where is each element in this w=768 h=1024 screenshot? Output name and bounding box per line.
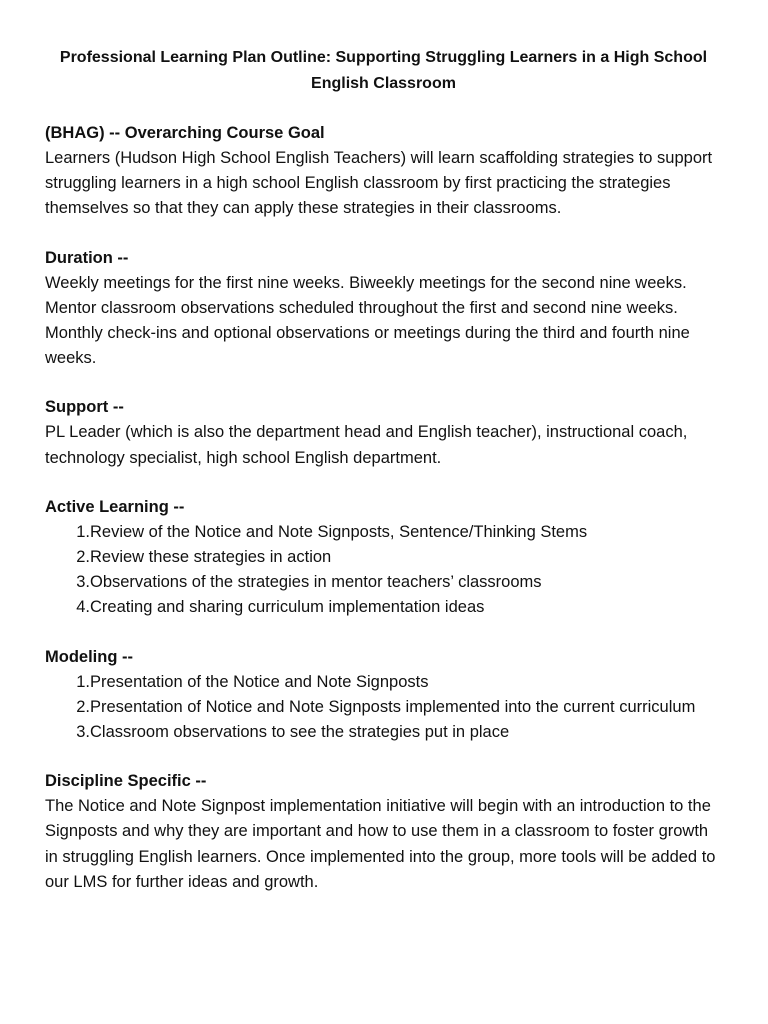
active-learning-list [45,520,724,621]
section-heading-duration: Duration -- [45,248,129,267]
section-heading-support: Support -- [45,398,124,417]
section-bhag [45,121,724,222]
list-item [45,670,724,695]
list-item-number: 1. [76,522,90,541]
section-heading-discipline-specific: Discipline Specific -- [45,772,207,791]
list-item-number: 4. [76,598,90,617]
list-item-text: Creating and sharing curriculum implementation ideas [90,598,485,617]
list-item-text: Review these strategies in action [90,548,332,567]
section-body-bhag: Learners (Hudson High School English Teachers) will learn scaffolding strategies to support struggling learners in a high school English classroom by first practicing the strategies themselves so that they can apply these strategies in their classrooms. [45,149,713,218]
list-item [45,695,724,720]
list-item-number: 2. [76,697,90,716]
section-body-discipline-specific: The Notice and Note Signpost implementation initiative will begin with an introduction to the Signposts and why they are important and how to use them in a classroom to foster growth in struggling English learners. Once implemented into the group, more tools will be added to our LMS for further ideas and growth. [45,797,716,891]
section-active-learning [45,495,724,621]
list-item-number: 3. [76,573,90,592]
list-item [45,570,724,595]
list-item-text: Observations of the strategies in mentor teachers’ classrooms [90,573,542,592]
list-item-text: Presentation of the Notice and Note Signposts [90,672,429,691]
section-discipline-specific [45,769,724,895]
list-item [45,720,724,745]
section-body-duration: Weekly meetings for the first nine weeks. Biweekly meetings for the second nine weeks. Mentor classroom observations scheduled throughout the first and second nine weeks. Monthly check-ins and optional observations or meetings during the third and fourth nine weeks. [45,273,690,368]
section-body-support: PL Leader (which is also the department head and English teacher), instructional coach, technology specialist, high school English department. [45,423,688,467]
list-item-number: 2. [76,548,90,567]
document-title: Professional Learning Plan Outline: Supporting Struggling Learners in a High School English Classroom [59,49,708,92]
list-item [45,595,724,620]
section-heading-bhag: (BHAG) -- Overarching Course Goal [45,124,325,142]
list-item-text: Classroom observations to see the strategies put in place [90,723,510,742]
section-support [45,395,724,470]
section-heading-active-learning: Active Learning -- [45,497,185,516]
list-item-number: 3. [76,723,90,742]
list-item-text: Review of the Notice and Note Signposts, Sentence/Thinking Stems [90,522,588,541]
section-modeling [45,645,724,746]
list-item-number: 1. [76,672,90,691]
list-item [45,520,724,545]
list-item [45,545,724,570]
section-heading-modeling: Modeling -- [45,647,133,666]
modeling-list [45,670,724,746]
list-item-text: Presentation of Notice and Note Signposts implemented into the current curriculum [90,697,696,716]
section-duration [45,246,724,372]
